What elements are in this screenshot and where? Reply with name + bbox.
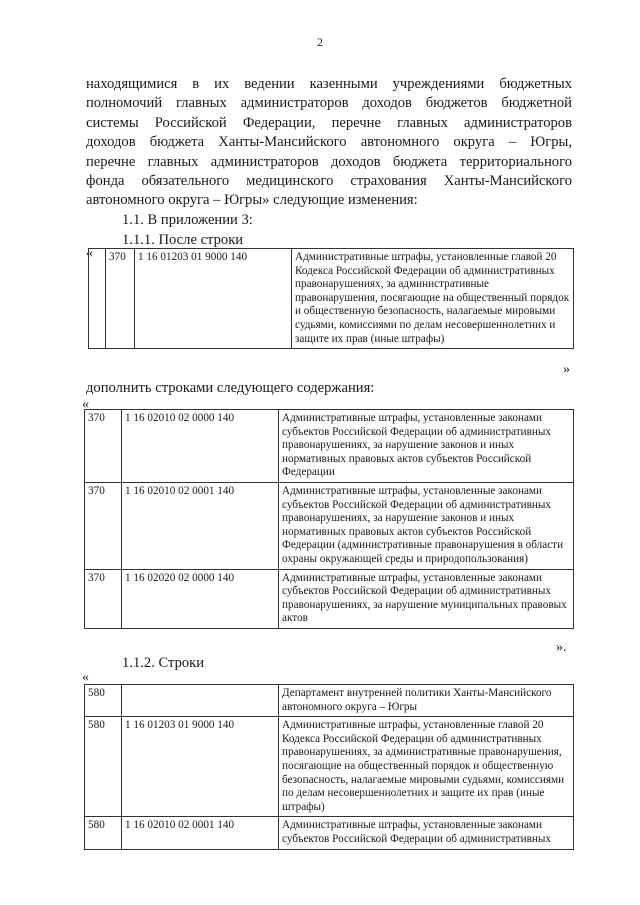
kbk-cell: 1 16 02010 02 0001 140 xyxy=(122,482,279,569)
intro-paragraph xyxy=(86,75,572,211)
intro-line: находящимися в их ведении казенными учреждениями бюджетных xyxy=(86,76,572,92)
kbk-cell: 1 16 02020 02 0000 140 xyxy=(122,569,279,628)
kbk-cell xyxy=(122,685,279,717)
empty-cell xyxy=(89,249,106,349)
table-rows-580 xyxy=(84,684,574,850)
intro-line: полномочий главных администраторов доходов бюджетов бюджетной xyxy=(86,95,572,112)
table-row xyxy=(85,817,574,849)
desc-cell: Административные штрафы, установленные законами субъектов Российской Федерации об административных xyxy=(279,817,574,849)
open-quote: « xyxy=(82,670,89,685)
desc-cell: Административные штрафы, установленные главой 20 Кодекса Российской Федерации об административных правонарушениях, за административные правонарушения, посягающие на общественный порядок и общественную безопасность, налагаемые мировыми судьями, комиссиями по делам несовершеннолетних и защите их прав (иные штрафы) xyxy=(292,249,574,349)
code-cell: 580 xyxy=(85,817,122,849)
code-cell: 370 xyxy=(85,410,122,483)
page-number: 2 xyxy=(317,35,323,49)
kbk-cell: 1 16 01203 01 9000 140 xyxy=(122,717,279,817)
dopolnit-text: дополнить строками следующего содержания: xyxy=(86,380,375,396)
open-quote: « xyxy=(86,246,93,261)
kbk-cell: 1 16 01203 01 9000 140 xyxy=(135,249,292,349)
table-row xyxy=(85,717,574,817)
kbk-cell: 1 16 02010 02 0000 140 xyxy=(122,410,279,483)
code-cell: 580 xyxy=(85,685,122,717)
desc-cell: Административные штрафы, установленные законами субъектов Российской Федерации об административных правонарушениях, за нарушение законов и иных нормативных правовых актов субъектов Российской Федерации xyxy=(279,410,574,483)
item-1-1: 1.1. В приложении 3: xyxy=(122,212,253,228)
kbk-cell: 1 16 02010 02 0001 140 xyxy=(122,817,279,849)
intro-line: доходов бюджета Ханты-Мансийского автономного округа – Югры, xyxy=(86,134,572,151)
table-row xyxy=(89,249,574,349)
close-quote: » xyxy=(563,362,570,377)
code-cell: 370 xyxy=(85,569,122,628)
table-row xyxy=(85,482,574,569)
table-row xyxy=(85,685,574,717)
intro-line: системы Российской Федерации, перечне главных администраторов xyxy=(86,114,572,131)
code-cell: 580 xyxy=(85,717,122,817)
intro-line: перечне главных администраторов доходов бюджета территориального xyxy=(86,153,572,170)
table-new-rows xyxy=(84,409,574,629)
code-cell: 370 xyxy=(85,482,122,569)
desc-cell: Административные штрафы, установленные законами субъектов Российской Федерации об административных правонарушениях, за нарушение муниципальных правовых актов xyxy=(279,569,574,628)
code-cell: 370 xyxy=(106,249,135,349)
intro-line: автономного округа – Югры» следующие изменения: xyxy=(86,192,418,209)
close-quote-dot: ». xyxy=(556,640,567,655)
open-quote: « xyxy=(82,397,89,412)
desc-cell: Департамент внутренней политики Ханты-Мансийского автономного округа – Югры xyxy=(279,685,574,717)
intro-line: фонда обязательного медицинского страхования Ханты-Мансийского xyxy=(86,173,572,190)
desc-cell: Административные штрафы, установленные законами субъектов Российской Федерации об административных правонарушениях, за нарушение законов и иных нормативных правовых актов субъектов Российской Федерации (административные правонарушения в области охраны окружающей среды и природопользования) xyxy=(279,482,574,569)
table-after-row xyxy=(88,248,574,349)
table-row xyxy=(85,410,574,483)
table-row xyxy=(85,569,574,628)
item-1-1-2: 1.1.2. Строки xyxy=(122,655,205,671)
desc-cell: Административные штрафы, установленные главой 20 Кодекса Российской Федерации об административных правонарушениях, за административные правонарушения, посягающие на общественный порядок и общественную безопасность, налагаемые мировыми судьями, комиссиями по делам несовершеннолетних и защите их прав (иные штрафы) xyxy=(279,717,574,817)
item-1-1-1: 1.1.1. После строки xyxy=(122,232,244,248)
